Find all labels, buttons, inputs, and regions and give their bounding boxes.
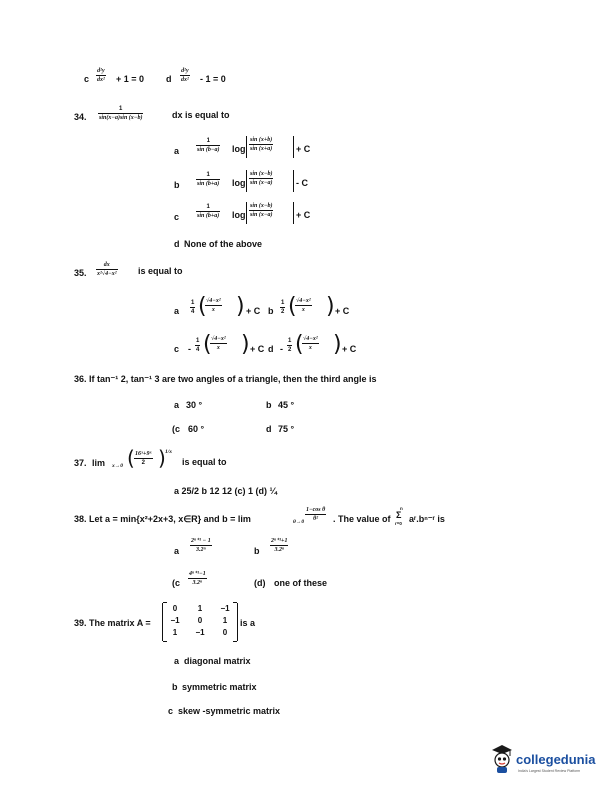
q35-option-b-tail: + C [335,306,350,316]
option-c-label: c [84,74,90,84]
q38-lim-subscript: θ→0 [293,519,305,525]
q35-option-b-ratio: √4−x² x [296,298,311,313]
q35-option-c-coefficient: 1 4 [196,338,200,353]
q34-option-b-label: b [174,180,180,190]
q34-option-b-coefficient: 1 sin (b+a) [197,172,220,187]
q37-power: 1/x [165,449,173,455]
q37-options: a 25/2 b 12 12 (c) 1 (d) ¼ [174,486,278,496]
q35-option-b-close-paren: ) [326,294,335,319]
q37-open-paren: ( [127,446,135,470]
q34-option-a-coefficient: 1 sin (b−a) [197,138,220,153]
matrix-cell: 1 [222,616,228,625]
q34-option-c-log: log [232,210,246,220]
q35-option-a-label: a [174,306,180,316]
q35-option-a-coefficient: 1 4 [191,300,195,315]
q35-option-a-close-paren: ) [236,294,245,319]
q35-option-c-open-paren: ( [203,332,212,357]
q35-option-c-tail: + C [250,344,265,354]
q37-stem-tail: is equal to [182,457,227,467]
q36-option-c-label: (c [172,424,181,434]
q34-option-c-coefficient: 1 sin (b+a) [197,204,220,219]
q35-option-c-close-paren: ) [241,332,250,357]
q35-option-d-ratio: √4−x² x [303,336,318,351]
option-c-tail: + 1 = 0 [116,74,145,84]
q35-option-c-label: c [174,344,180,354]
question-38-text-part1: 38. Let a = min{x²+2x+3, x∈R} and b = lim [74,514,251,524]
q35-option-c-sign: - [188,344,191,354]
q35-option-a-ratio: √4−x² x [206,298,221,313]
q38-sum-top: n [400,506,403,511]
matrix-cell: 0 [172,604,178,613]
q34-option-b-log: log [232,178,246,188]
matrix-cell: −1 [170,616,180,625]
q35-option-b-coefficient: 1 2 [281,300,285,315]
q34-option-d-text: None of the above [184,239,263,249]
q38-option-a-label: a [174,546,180,556]
q39-option-c-text: skew -symmetric matrix [178,706,281,716]
matrix-cell: 1 [197,604,203,613]
q38-option-d-text: one of these [274,578,328,588]
q39-option-c-label: c [168,706,174,716]
q37-close-paren: ) [158,446,166,470]
q34-stem-tail: dx is equal to [172,110,230,120]
q39-option-b-label: b [172,682,178,692]
q36-option-d-value: 75 ° [278,424,295,434]
q38-text-part2: . The value of [333,514,391,524]
q35-integrand: dx x²√4−x² [97,262,117,277]
option-d-tail: - 1 = 0 [200,74,226,84]
q38-option-c-fraction: 4ⁿ⁺¹−1 3.2ⁿ [189,571,206,586]
q39-stem-tail: is a [240,618,256,628]
q35-option-d-label: d [268,344,274,354]
q35-option-a-tail: + C [246,306,261,316]
q34-option-a-log: log [232,144,246,154]
q38-fraction: 1−cos θ θ² [306,507,326,522]
question-39-text: 39. The matrix A = [74,618,151,628]
q35-option-d-coefficient: 1 2 [288,338,292,353]
q38-option-b-label: b [254,546,260,556]
question-number-37: 37. [74,458,87,468]
q37-fraction: 16ˣ+9ˣ 2 [135,451,152,466]
logo-tagline: India's Largest Student Review Platform [518,769,581,773]
q36-option-b-value: 45 ° [278,400,295,410]
q34-option-a-label: a [174,146,180,156]
q34-option-c-label: c [174,212,180,222]
q38-sum-expression: aʳ.bⁿ⁻ʳ is [409,514,445,524]
q36-option-b-label: b [266,400,272,410]
q36-option-c-value: 60 ° [188,424,205,434]
q39-option-b-text: symmetric matrix [182,682,257,692]
q39-option-a-label: a [174,656,180,666]
q37-lim: lim [92,458,106,468]
q34-option-a-ratio: sin (x+b) sin (x+a) [250,137,273,152]
matrix-cell: −1 [195,628,205,637]
q37-lim-subscript: x→0 [112,463,123,469]
question-36-text: 36. If tan⁻¹ 2, tan⁻¹ 3 are two angles of a triangle, then the third angle is [74,374,377,384]
question-number-34: 34. [74,112,87,122]
q35-option-d-close-paren: ) [333,332,342,357]
q38-option-c-label: (c [172,578,181,588]
q35-option-d-open-paren: ( [295,332,304,357]
question-number-35: 35. [74,268,87,278]
q35-option-b-label: b [268,306,274,316]
option-d-fraction: d²y dx² [181,68,189,83]
sigma-icon: Σ [396,510,402,520]
q36-option-d-label: d [266,424,272,434]
option-d-label: d [166,74,172,84]
q35-stem-tail: is equal to [138,266,183,276]
q36-option-a-label: a [174,400,180,410]
q39-option-a-text: diagonal matrix [184,656,251,666]
q35-option-b-open-paren: ( [288,294,297,319]
q34-option-b-ratio: sin (x−b) sin (x−a) [250,171,273,186]
q35-option-d-tail: + C [342,344,357,354]
q38-option-d-label: (d) [254,578,266,588]
q34-option-b-tail: - C [296,178,308,188]
q35-option-c-ratio: √4−x² x [211,336,226,351]
q34-option-d-label: d [174,239,180,249]
matrix-cell: 0 [222,628,228,637]
q34-option-c-ratio: sin (x−b) sin (x−a) [250,203,273,218]
logo-wordmark: collegedunia [516,752,596,767]
q35-option-a-open-paren: ( [198,294,207,319]
q34-option-c-tail: + C [296,210,311,220]
q35-option-d-sign: - [280,344,283,354]
option-c-fraction: d²y dx² [97,68,105,83]
q34-option-a-tail: + C [296,144,311,154]
matrix-cell: 1 [172,628,178,637]
q38-option-b-fraction: 2ⁿ⁺¹+1 3.2ⁿ [271,538,288,553]
q38-option-a-fraction: 2ⁿ⁺¹ − 1 3.2ⁿ [191,538,211,553]
matrix-cell: 0 [197,616,203,625]
q36-option-a-value: 30 ° [186,400,203,410]
q34-integrand: 1 sin(x−a)sin (x−b) [99,106,143,121]
q38-sum-bottom: r=0 [395,521,402,526]
matrix-a [162,603,238,641]
matrix-cell: −1 [220,604,230,613]
graduate-mascot-icon [490,744,514,774]
